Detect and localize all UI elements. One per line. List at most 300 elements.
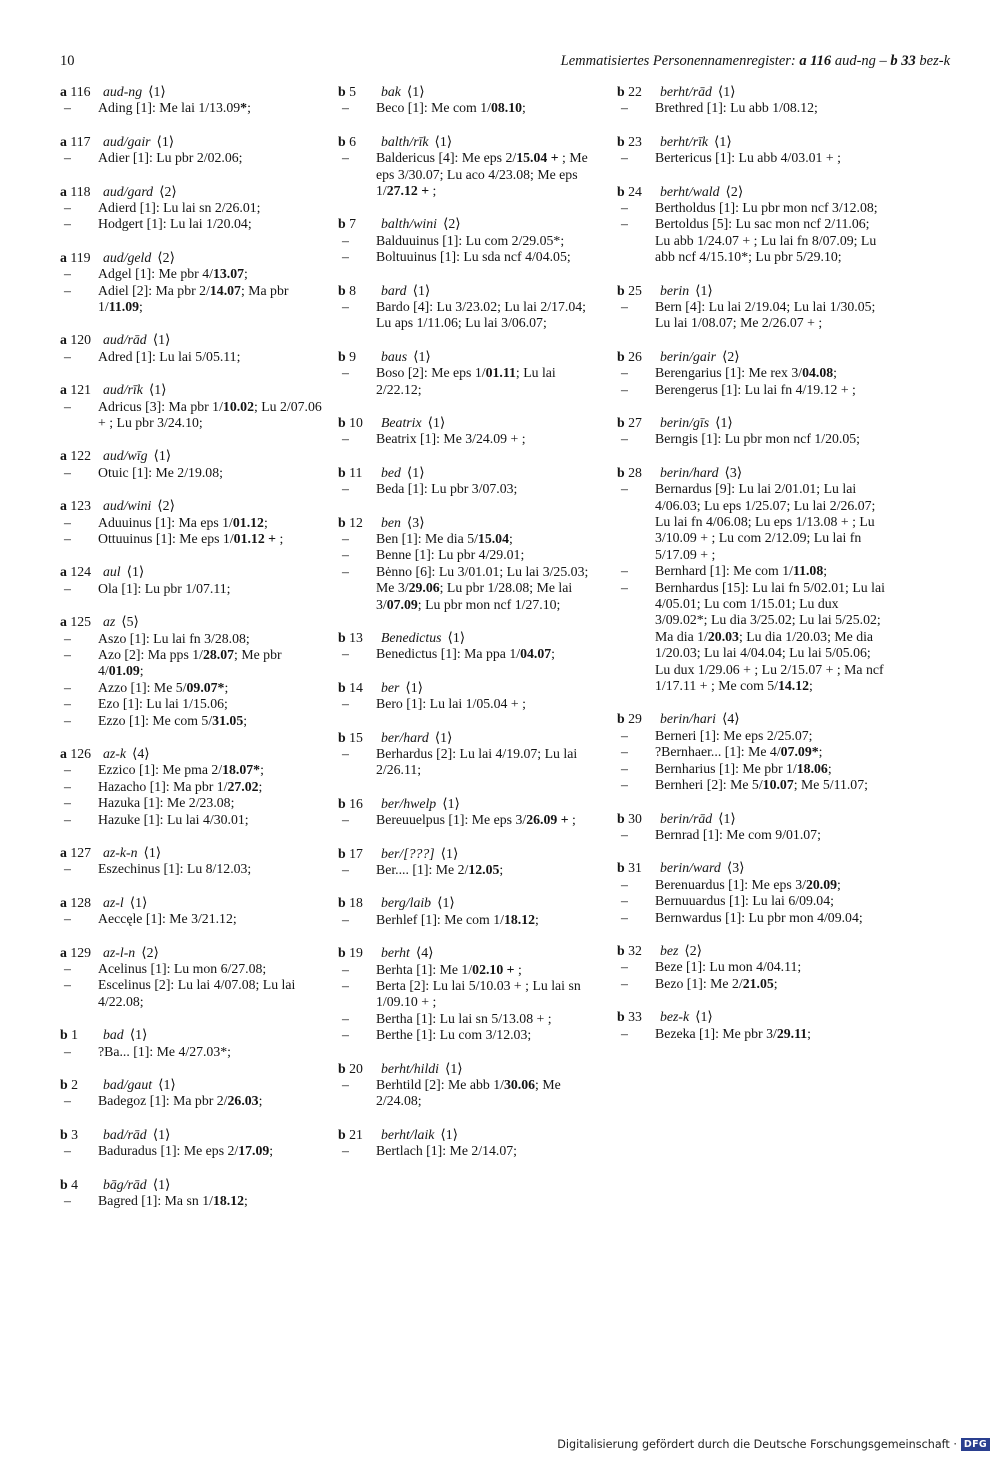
entry-lemma: aud/rād (103, 332, 147, 348)
entry-head (60, 895, 322, 911)
entry-id (338, 415, 363, 431)
entry-number: 16 (349, 795, 363, 811)
name-record (338, 150, 596, 199)
running-title-text: Lemmatisiertes Personennamenregister: (560, 53, 796, 69)
entry-number: 11 (349, 464, 363, 480)
index-entry (617, 349, 885, 398)
page-number: 10 (60, 53, 75, 69)
entry-number: 121 (70, 382, 92, 398)
index-column-1 (60, 84, 322, 1226)
record-text: ; (807, 1025, 811, 1041)
record-text: ; (263, 514, 268, 530)
record-text: ; (823, 563, 828, 579)
name-record (617, 100, 885, 116)
entry-count: ⟨1⟩ (129, 1027, 148, 1043)
entry-head (338, 216, 596, 232)
entry-id (60, 1027, 78, 1043)
entry-head (338, 134, 596, 150)
name-record (617, 299, 885, 332)
record-text: Baldericus [4]: Me eps 2/ (376, 150, 517, 166)
entry-lemma: aud-ng (103, 84, 143, 99)
name-record (338, 1077, 596, 1110)
index-entry (338, 216, 596, 265)
entry-head (617, 349, 885, 365)
entry-lemma: az-k-n (103, 845, 138, 861)
name-record (338, 431, 596, 447)
index-entry (60, 945, 322, 1011)
entry-lemma: bed (381, 464, 401, 480)
entry-lemma: Benedictus (381, 630, 442, 646)
record-date-bold: 11.09 (108, 299, 140, 314)
name-record (60, 795, 322, 811)
entry-lemma: ber/[???] (381, 845, 435, 861)
record-text: Adricus [3]: Ma pbr 1/ (98, 398, 223, 414)
name-record (60, 266, 322, 282)
name-record (338, 299, 596, 332)
entry-letter: b (60, 1126, 68, 1142)
entry-head (60, 332, 322, 348)
index-entry (60, 332, 322, 365)
entry-letter: b (338, 630, 346, 646)
entry-lemma: bad (103, 1027, 124, 1043)
page-header (60, 53, 950, 75)
entry-number: 1 (71, 1027, 79, 1043)
name-record (60, 1143, 322, 1159)
entry-number: 33 (628, 1009, 642, 1025)
entry-id (338, 515, 363, 531)
index-entry (60, 250, 322, 316)
record-text: Acelinus [1]: Lu mon 6/27.08; (98, 961, 267, 977)
entry-id (338, 846, 363, 862)
record-date-bold: 04.08 (802, 365, 834, 381)
entry-count: ⟨3⟩ (726, 860, 745, 876)
entry-count: ⟨3⟩ (724, 464, 743, 480)
record-text: Bėnno [6]: Lu 3/01.01; Lu lai 3/25.03; Me 3/ (376, 563, 589, 596)
entry-head (60, 448, 322, 464)
name-record (617, 580, 885, 695)
entry-id (338, 349, 356, 365)
record-date-bold: 01.11 (485, 365, 516, 381)
index-entry (617, 860, 885, 926)
entry-head (617, 465, 885, 481)
index-entry (338, 415, 596, 448)
digitization-footer (557, 1436, 990, 1452)
entry-letter: a (60, 183, 67, 199)
record-text: ; (243, 712, 248, 728)
entry-number: 27 (628, 415, 642, 431)
range-dash: – (879, 53, 887, 69)
entry-head (338, 1127, 596, 1143)
entry-letter: b (338, 795, 346, 811)
entry-count: ⟨1⟩ (406, 464, 425, 480)
record-text: Aszo [1]: Lu lai fn 3/28.08; (98, 630, 250, 646)
name-record (60, 200, 322, 216)
record-text: ; (827, 760, 832, 776)
entry-letter: b (60, 1027, 68, 1043)
name-record (60, 581, 322, 597)
entry-head (60, 382, 322, 398)
entry-number: 116 (70, 84, 91, 99)
entry-count: ⟨1⟩ (717, 84, 736, 99)
record-text: ; (508, 531, 513, 546)
index-column-3 (617, 84, 885, 1059)
name-record (60, 1093, 322, 1109)
record-text: Bezo [1]: Me 2/ (655, 975, 743, 991)
entry-letter: b (617, 84, 625, 99)
entry-lemma: ber (381, 679, 400, 695)
entry-id (617, 711, 642, 727)
name-record (338, 862, 596, 878)
record-date-bold: 21.05 (742, 975, 774, 991)
record-text: Hazuke [1]: Lu lai 4/30.01; (98, 811, 249, 827)
name-record (60, 861, 322, 877)
entry-count: ⟨2⟩ (721, 348, 740, 364)
record-text: Bern [4]: Lu lai 2/19.04; Lu lai 1/30.05; Lu lai 1/08.07; Me 2/26.07 + ; (655, 299, 876, 331)
entry-id (60, 250, 91, 266)
entry-letter: b (338, 464, 346, 480)
index-entry (60, 448, 322, 481)
record-date-bold: 29.06 (408, 580, 440, 596)
entry-count: ⟨2⟩ (159, 183, 177, 199)
entry-lemma: berht/laik (381, 1126, 435, 1142)
entry-number: 124 (70, 564, 92, 580)
entry-count: ⟨1⟩ (440, 845, 459, 861)
name-record (60, 515, 322, 531)
record-text: Beco [1]: Me com 1/ (376, 100, 491, 116)
index-entry (617, 84, 885, 117)
entry-letter: a (60, 498, 67, 514)
entry-letter: b (338, 1060, 346, 1076)
entry-letter: a (60, 614, 67, 630)
entry-number: 26 (628, 348, 642, 364)
record-text: Bertha [1]: Lu lai sn 5/13.08 + ; (376, 1010, 552, 1026)
index-entry (60, 184, 322, 233)
record-text: ; (244, 1193, 248, 1209)
entry-letter: b (338, 679, 346, 695)
index-entry (338, 349, 596, 398)
index-entry (60, 84, 322, 117)
name-record (338, 1027, 596, 1043)
entry-letter: b (338, 348, 346, 364)
entry-id (60, 382, 91, 398)
entry-count: ⟨1⟩ (447, 630, 466, 646)
entry-lemma: aul (103, 564, 121, 580)
record-text: Badegoz [1]: Ma pbr 2/ (98, 1093, 228, 1109)
entry-lemma: ben (381, 514, 401, 530)
entry-id (617, 465, 642, 481)
entry-head (60, 614, 322, 630)
entry-number: 6 (349, 133, 357, 149)
entry-letter: a (60, 894, 67, 910)
entry-lemma: bad/rād (103, 1126, 147, 1142)
entry-id (338, 216, 356, 232)
record-date-bold: 27.12 + (386, 183, 430, 198)
entry-id (60, 448, 91, 464)
entry-lemma: bad/gaut (103, 1077, 153, 1093)
record-text: Ezzo [1]: Me com 5/ (98, 712, 213, 728)
name-record (338, 746, 596, 779)
entry-head (338, 415, 596, 431)
entry-id (60, 564, 91, 580)
name-record (617, 200, 885, 216)
record-text: ; (258, 778, 263, 794)
entry-letter: b (338, 945, 346, 961)
name-record (338, 962, 596, 978)
entry-count: ⟨4⟩ (415, 945, 434, 961)
entry-head (60, 746, 322, 762)
entry-letter: b (617, 133, 625, 149)
entry-head (617, 283, 885, 299)
index-entry (338, 84, 596, 117)
entry-head (60, 1177, 322, 1193)
name-record (338, 1143, 596, 1159)
record-text: Aduuinus [1]: Ma eps 1/ (98, 514, 233, 530)
entry-count: ⟨1⟩ (442, 795, 460, 811)
entry-head (338, 680, 596, 696)
entry-number: 13 (349, 630, 363, 646)
index-entry (338, 515, 596, 613)
record-text: Azo [2]: Ma pps 1/ (98, 647, 203, 662)
name-record (60, 1044, 322, 1060)
name-record (338, 812, 596, 828)
record-text: Beze [1]: Lu mon 4/04.11; (655, 959, 802, 975)
entry-head (338, 84, 596, 100)
index-entry (60, 498, 322, 547)
record-text: Ottuuinus [1]: Me eps 1/ (98, 531, 234, 546)
entry-count: ⟨1⟩ (152, 332, 171, 348)
entry-head (617, 1009, 885, 1025)
entry-letter: b (338, 845, 346, 861)
entry-head (60, 1077, 322, 1093)
entry-head (60, 564, 322, 580)
record-text: Bernuuardus [1]: Lu lai 6/09.04; (655, 893, 834, 909)
entry-lemma: berht/hildi (381, 1060, 440, 1076)
name-record (338, 564, 596, 613)
name-record (338, 696, 596, 712)
record-text: Bernardus [9]: Lu lai 2/01.01; Lu lai 4/06.03; Lu eps 1/25.07; Lu lai 2/26.07; Lu lai fn 4/06.08; Lu eps 1/13.08 + ; Lu 3/10.09 + ; Lu com 2/12.09; Lu lai fn 5/17.09 + ; (655, 481, 876, 562)
entry-lemma: aud/geld (103, 249, 152, 265)
name-record (617, 431, 885, 447)
name-record (617, 728, 885, 744)
record-date-bold: 09.07* (186, 679, 225, 695)
entry-count: ⟨1⟩ (427, 415, 446, 431)
record-text: ; (247, 100, 251, 116)
record-text: Berenuardus [1]: Me eps 3/ (655, 876, 806, 892)
name-record (60, 961, 322, 977)
record-date-bold: 29.11 (776, 1025, 808, 1041)
entry-head (60, 1127, 322, 1143)
entry-lemma: aud/gair (103, 133, 151, 149)
name-record (60, 100, 322, 116)
entry-lemma: bard (381, 282, 407, 298)
name-record (60, 812, 322, 828)
entry-head (617, 415, 885, 431)
record-text: Adiel [2]: Ma pbr 2/ (98, 282, 210, 298)
name-record (338, 100, 596, 116)
entry-lemma: berht/rīk (660, 133, 709, 149)
entry-head (60, 184, 322, 200)
name-record (617, 761, 885, 777)
record-text: Ezzico [1]: Me pma 2/ (98, 762, 223, 778)
entry-letter: b (338, 84, 346, 99)
record-text: ; (837, 876, 841, 892)
entry-count: ⟨1⟩ (158, 1077, 176, 1093)
entry-letter: b (338, 216, 346, 232)
record-date-bold: 15.04 + (516, 150, 559, 166)
entry-lemma: berin/gīs (660, 415, 710, 431)
record-text: Adred [1]: Lu lai 5/05.11; (98, 348, 241, 364)
entry-id (338, 630, 363, 646)
record-date-bold: 18.07* (222, 762, 261, 778)
record-text: Escelinus [2]: Lu lai 4/07.08; Lu lai 4/22.08; (98, 977, 296, 1009)
record-text: Bertericus [1]: Lu abb 4/03.01 + ; (655, 150, 841, 166)
entry-number: 29 (628, 711, 642, 727)
record-date-bold: 01.09 (108, 663, 140, 679)
entry-id (338, 796, 363, 812)
entry-number: 2 (71, 1077, 79, 1093)
index-entry (338, 895, 596, 928)
name-record (338, 481, 596, 497)
entry-count: ⟨1⟩ (152, 1126, 171, 1142)
record-text: Baduradus [1]: Me eps 2/ (98, 1143, 239, 1159)
record-date-bold: 18.12 (503, 911, 536, 927)
record-text: ; (568, 812, 576, 828)
entry-head (60, 84, 322, 100)
record-date-bold: 02.10 + (472, 961, 515, 977)
record-text: Ezo [1]: Lu lai 1/15.06; (98, 696, 228, 712)
record-text: Azzo [1]: Me 5/ (98, 679, 187, 695)
entry-count: ⟨1⟩ (434, 133, 453, 149)
entry-head (617, 84, 885, 100)
entry-head (338, 515, 596, 531)
record-text: Berhta [1]: Me 1/ (376, 961, 473, 977)
entry-number: 118 (70, 183, 91, 199)
name-record (338, 233, 596, 249)
record-date-bold: 10.07 (762, 777, 794, 793)
index-entry (60, 1027, 322, 1060)
entry-count: ⟨1⟩ (405, 679, 424, 695)
name-record (60, 647, 322, 680)
entry-letter: b (338, 415, 346, 431)
entry-number: 120 (70, 332, 92, 348)
record-text: Balduuinus [1]: Lu com 2/29.05*; (376, 232, 565, 248)
record-text: Aeccęle [1]: Me 3/21.12; (98, 911, 237, 927)
record-text: ; Lu dia 1/20.03; Me dia 1/20.03; Lu lai 4/04.04; Lu lai 5/05.06; Lu dux 1/29.06 + ; Lu 2/15.07 + ; Ma ncf 1/17.11 + ; Me com 5/ (655, 628, 884, 694)
entry-letter: a (60, 845, 67, 861)
record-text: ; (139, 663, 144, 679)
entry-number: 31 (628, 860, 642, 876)
entry-head (617, 860, 885, 876)
index-entry (338, 465, 596, 498)
entry-id (617, 943, 642, 959)
name-record (617, 365, 885, 381)
record-text: ; (269, 1143, 274, 1159)
entry-lemma: balth/wini (381, 216, 437, 232)
index-entry (617, 415, 885, 448)
index-entry (338, 945, 596, 1043)
record-date-bold: 17.09 (238, 1143, 270, 1159)
record-text: Berngis [1]: Lu pbr mon ncf 1/20.05; (655, 431, 861, 447)
entry-number: 28 (628, 464, 642, 480)
entry-count: ⟨1⟩ (126, 564, 145, 580)
record-text: Berhlef [1]: Me com 1/ (376, 911, 504, 927)
record-text: ; (818, 744, 823, 760)
running-title (561, 53, 950, 70)
record-text: ; Lu pbr 1/28.08; Me lai 3/ (376, 580, 573, 612)
entry-number: 23 (628, 133, 642, 149)
entry-number: 119 (70, 249, 91, 265)
entry-head (338, 283, 596, 299)
record-text: Ading [1]: Me lai 1/13.09 (98, 100, 241, 116)
entry-count: ⟨1⟩ (406, 84, 425, 99)
index-entry (617, 184, 885, 266)
record-date-bold: 01.12 + (233, 531, 277, 546)
name-record (617, 827, 885, 843)
entry-head (338, 730, 596, 746)
entry-lemma: az-l-n (103, 944, 136, 960)
entry-lemma: az-l (103, 894, 124, 910)
record-text: Bernrad [1]: Me com 9/01.07; (655, 826, 821, 842)
entry-lemma: berin/gair (660, 348, 716, 364)
index-entry (338, 1061, 596, 1110)
entry-lemma: berht/rād (660, 84, 712, 99)
entry-id (617, 84, 642, 100)
index-entry (338, 283, 596, 332)
record-text: ; Lu pbr mon ncf 1/27.10; (417, 596, 561, 612)
record-text: Bero [1]: Lu lai 1/05.04 + ; (376, 696, 526, 712)
record-text: ; (499, 862, 504, 878)
record-text: Benedictus [1]: Ma ppa 1/ (376, 646, 521, 662)
name-record (617, 481, 885, 563)
entry-number: 126 (70, 746, 92, 762)
entry-number: 8 (349, 282, 357, 298)
index-entry (60, 746, 322, 828)
entry-lemma: aud/gard (103, 183, 154, 199)
entry-id (617, 860, 642, 876)
record-date-bold: 14.07 (209, 282, 241, 298)
entry-count: ⟨1⟩ (148, 382, 167, 398)
entry-letter: b (617, 860, 625, 876)
record-text: Hazacho [1]: Ma pbr 1/ (98, 778, 228, 794)
record-text: Berthe [1]: Lu com 3/12.03; (376, 1027, 532, 1043)
name-record (617, 976, 885, 992)
entry-id (338, 680, 363, 696)
entry-id (338, 134, 356, 150)
record-text: Adierd [1]: Lu lai sn 2/26.01; (98, 199, 261, 215)
record-text: Adgel [1]: Me pbr 4/ (98, 266, 213, 282)
entry-head (338, 895, 596, 911)
entry-head (338, 1061, 596, 1077)
record-date-bold: 14.12 (778, 678, 810, 694)
entry-id (60, 845, 91, 861)
record-text: ; (244, 266, 248, 282)
record-text: Bertoldus [5]: Lu sac mon ncf 2/11.06; Lu abb 1/24.07 + ; Lu lai fn 8/07.09; Lu abb ncf 4/15.10*; Lu pbr 5/29.10; (655, 216, 877, 265)
name-record (338, 249, 596, 265)
name-record (60, 150, 322, 166)
record-text: Bernheri [2]: Me 5/ (655, 777, 763, 793)
record-text: Ben [1]: Me dia 5/ (376, 531, 478, 546)
entry-head (60, 250, 322, 266)
name-record (617, 563, 885, 579)
record-text: Berengarius [1]: Me rex 3/ (655, 365, 803, 381)
entry-count: ⟨1⟩ (129, 894, 148, 910)
record-text: ; (773, 975, 778, 991)
name-record (338, 547, 596, 563)
entry-id (617, 415, 642, 431)
record-date-bold: 18.06 (796, 760, 828, 776)
entry-number: 15 (349, 729, 363, 745)
entry-head (338, 465, 596, 481)
